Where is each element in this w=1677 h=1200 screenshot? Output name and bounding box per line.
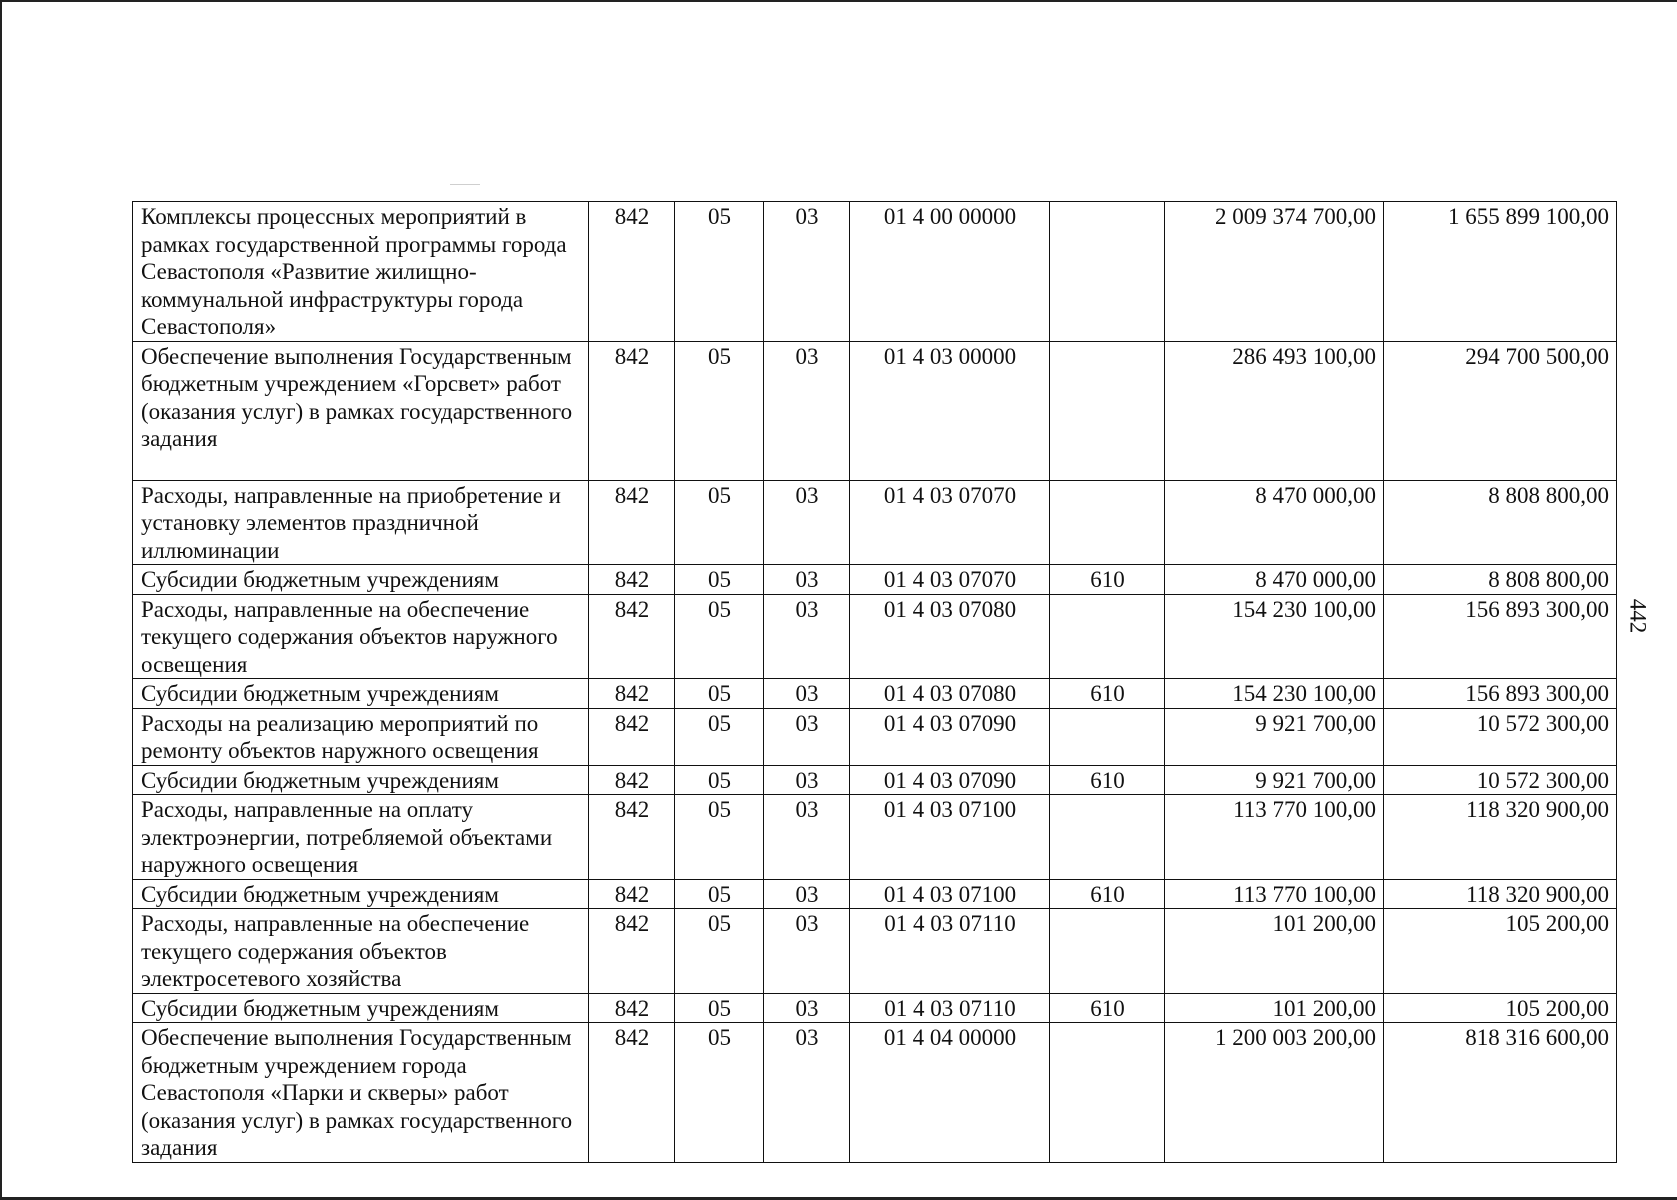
expense-type-cell: 610 xyxy=(1050,993,1165,1023)
table-row xyxy=(133,879,1617,909)
scan-border-top xyxy=(0,0,1677,2)
ved-cell: 842 xyxy=(589,679,675,709)
section-cell: 05 xyxy=(675,708,764,765)
amount-year2-cell: 1 655 899 100,00 xyxy=(1384,202,1617,342)
expense-type-cell xyxy=(1050,795,1165,880)
expense-type-cell xyxy=(1050,480,1165,565)
target-article-cell: 01 4 03 00000 xyxy=(850,341,1050,480)
subsection-cell: 03 xyxy=(764,765,850,795)
expense-type-cell xyxy=(1050,1023,1165,1163)
target-article-cell: 01 4 03 07090 xyxy=(850,708,1050,765)
row-name-cell: Расходы на реализацию мероприятий по ремонту объектов наружного освещения xyxy=(133,708,589,765)
expense-type-cell: 610 xyxy=(1050,765,1165,795)
subsection-cell: 03 xyxy=(764,594,850,679)
row-name-cell: Обеспечение выполнения Государственным бюджетным учреждением города Севастополя «Парки и скверы» работ (оказания услуг) в рамках государственного задания xyxy=(133,1023,589,1163)
table-row xyxy=(133,909,1617,994)
section-cell: 05 xyxy=(675,480,764,565)
budget-table xyxy=(132,201,1617,1163)
subsection-cell: 03 xyxy=(764,1023,850,1163)
expense-type-cell xyxy=(1050,708,1165,765)
row-name-cell: Расходы, направленные на обеспечение текущего содержания объектов электросетевого хозяйства xyxy=(133,909,589,994)
amount-year2-cell: 105 200,00 xyxy=(1384,909,1617,994)
row-name-cell: Обеспечение выполнения Государственным бюджетным учреждением «Горсвет» работ (оказания услуг) в рамках государственного задания xyxy=(133,341,589,480)
row-name-cell: Расходы, направленные на оплату электроэнергии, потребляемой объектами наружного освещения xyxy=(133,795,589,880)
expense-type-cell: 610 xyxy=(1050,679,1165,709)
ved-cell: 842 xyxy=(589,879,675,909)
amount-year1-cell: 154 230 100,00 xyxy=(1165,679,1384,709)
table-row xyxy=(133,480,1617,565)
table-row xyxy=(133,708,1617,765)
amount-year1-cell: 9 921 700,00 xyxy=(1165,708,1384,765)
ved-cell: 842 xyxy=(589,993,675,1023)
subsection-cell: 03 xyxy=(764,993,850,1023)
row-name-cell: Расходы, направленные на приобретение и установку элементов праздничной иллюминации xyxy=(133,480,589,565)
subsection-cell: 03 xyxy=(764,202,850,342)
table-row xyxy=(133,202,1617,342)
amount-year1-cell: 101 200,00 xyxy=(1165,909,1384,994)
amount-year1-cell: 9 921 700,00 xyxy=(1165,765,1384,795)
expense-type-cell xyxy=(1050,341,1165,480)
section-cell: 05 xyxy=(675,202,764,342)
subsection-cell: 03 xyxy=(764,679,850,709)
target-article-cell: 01 4 04 00000 xyxy=(850,1023,1050,1163)
amount-year2-cell: 8 808 800,00 xyxy=(1384,565,1617,595)
row-name-cell: Субсидии бюджетным учреждениям xyxy=(133,993,589,1023)
table-row xyxy=(133,795,1617,880)
amount-year2-cell: 10 572 300,00 xyxy=(1384,708,1617,765)
amount-year2-cell: 118 320 900,00 xyxy=(1384,879,1617,909)
scan-artifact xyxy=(450,184,480,185)
row-name-cell: Субсидии бюджетным учреждениям xyxy=(133,765,589,795)
ved-cell: 842 xyxy=(589,480,675,565)
subsection-cell: 03 xyxy=(764,909,850,994)
target-article-cell: 01 4 03 07070 xyxy=(850,480,1050,565)
amount-year2-cell: 294 700 500,00 xyxy=(1384,341,1617,480)
table-row xyxy=(133,341,1617,480)
target-article-cell: 01 4 00 00000 xyxy=(850,202,1050,342)
ved-cell: 842 xyxy=(589,765,675,795)
section-cell: 05 xyxy=(675,1023,764,1163)
target-article-cell: 01 4 03 07100 xyxy=(850,879,1050,909)
amount-year1-cell: 113 770 100,00 xyxy=(1165,879,1384,909)
amount-year1-cell: 101 200,00 xyxy=(1165,993,1384,1023)
ved-cell: 842 xyxy=(589,909,675,994)
expense-type-cell: 610 xyxy=(1050,879,1165,909)
subsection-cell: 03 xyxy=(764,341,850,480)
amount-year2-cell: 118 320 900,00 xyxy=(1384,795,1617,880)
section-cell: 05 xyxy=(675,765,764,795)
section-cell: 05 xyxy=(675,795,764,880)
amount-year2-cell: 8 808 800,00 xyxy=(1384,480,1617,565)
row-name-cell: Субсидии бюджетным учреждениям xyxy=(133,879,589,909)
section-cell: 05 xyxy=(675,993,764,1023)
section-cell: 05 xyxy=(675,879,764,909)
target-article-cell: 01 4 03 07110 xyxy=(850,993,1050,1023)
ved-cell: 842 xyxy=(589,341,675,480)
table-row xyxy=(133,565,1617,595)
target-article-cell: 01 4 03 07090 xyxy=(850,765,1050,795)
row-name-cell: Субсидии бюджетным учреждениям xyxy=(133,679,589,709)
target-article-cell: 01 4 03 07070 xyxy=(850,565,1050,595)
amount-year2-cell: 818 316 600,00 xyxy=(1384,1023,1617,1163)
amount-year1-cell: 2 009 374 700,00 xyxy=(1165,202,1384,342)
row-name-cell: Комплексы процессных мероприятий в рамках государственной программы города Севастополя «Развитие жилищно-коммунальной инфраструктуры города Севастополя» xyxy=(133,202,589,342)
ved-cell: 842 xyxy=(589,708,675,765)
subsection-cell: 03 xyxy=(764,480,850,565)
section-cell: 05 xyxy=(675,594,764,679)
section-cell: 05 xyxy=(675,565,764,595)
subsection-cell: 03 xyxy=(764,879,850,909)
expense-type-cell xyxy=(1050,909,1165,994)
target-article-cell: 01 4 03 07100 xyxy=(850,795,1050,880)
amount-year2-cell: 156 893 300,00 xyxy=(1384,679,1617,709)
amount-year1-cell: 1 200 003 200,00 xyxy=(1165,1023,1384,1163)
expense-type-cell: 610 xyxy=(1050,565,1165,595)
amount-year2-cell: 10 572 300,00 xyxy=(1384,765,1617,795)
row-name-cell: Расходы, направленные на обеспечение текущего содержания объектов наружного освещения xyxy=(133,594,589,679)
table-row xyxy=(133,993,1617,1023)
section-cell: 05 xyxy=(675,909,764,994)
ved-cell: 842 xyxy=(589,1023,675,1163)
expense-type-cell xyxy=(1050,202,1165,342)
expense-type-cell xyxy=(1050,594,1165,679)
row-name-cell: Субсидии бюджетным учреждениям xyxy=(133,565,589,595)
ved-cell: 842 xyxy=(589,565,675,595)
subsection-cell: 03 xyxy=(764,708,850,765)
section-cell: 05 xyxy=(675,679,764,709)
table-row xyxy=(133,594,1617,679)
table-row xyxy=(133,1023,1617,1163)
page-number: 442 xyxy=(1625,598,1651,634)
ved-cell: 842 xyxy=(589,202,675,342)
amount-year1-cell: 286 493 100,00 xyxy=(1165,341,1384,480)
target-article-cell: 01 4 03 07080 xyxy=(850,679,1050,709)
amount-year2-cell: 156 893 300,00 xyxy=(1384,594,1617,679)
subsection-cell: 03 xyxy=(764,795,850,880)
target-article-cell: 01 4 03 07110 xyxy=(850,909,1050,994)
section-cell: 05 xyxy=(675,341,764,480)
subsection-cell: 03 xyxy=(764,565,850,595)
amount-year1-cell: 8 470 000,00 xyxy=(1165,565,1384,595)
table-row xyxy=(133,679,1617,709)
ved-cell: 842 xyxy=(589,594,675,679)
amount-year1-cell: 8 470 000,00 xyxy=(1165,480,1384,565)
amount-year1-cell: 113 770 100,00 xyxy=(1165,795,1384,880)
amount-year2-cell: 105 200,00 xyxy=(1384,993,1617,1023)
scan-border-left xyxy=(0,0,2,1200)
ved-cell: 842 xyxy=(589,795,675,880)
target-article-cell: 01 4 03 07080 xyxy=(850,594,1050,679)
amount-year1-cell: 154 230 100,00 xyxy=(1165,594,1384,679)
table-row xyxy=(133,765,1617,795)
